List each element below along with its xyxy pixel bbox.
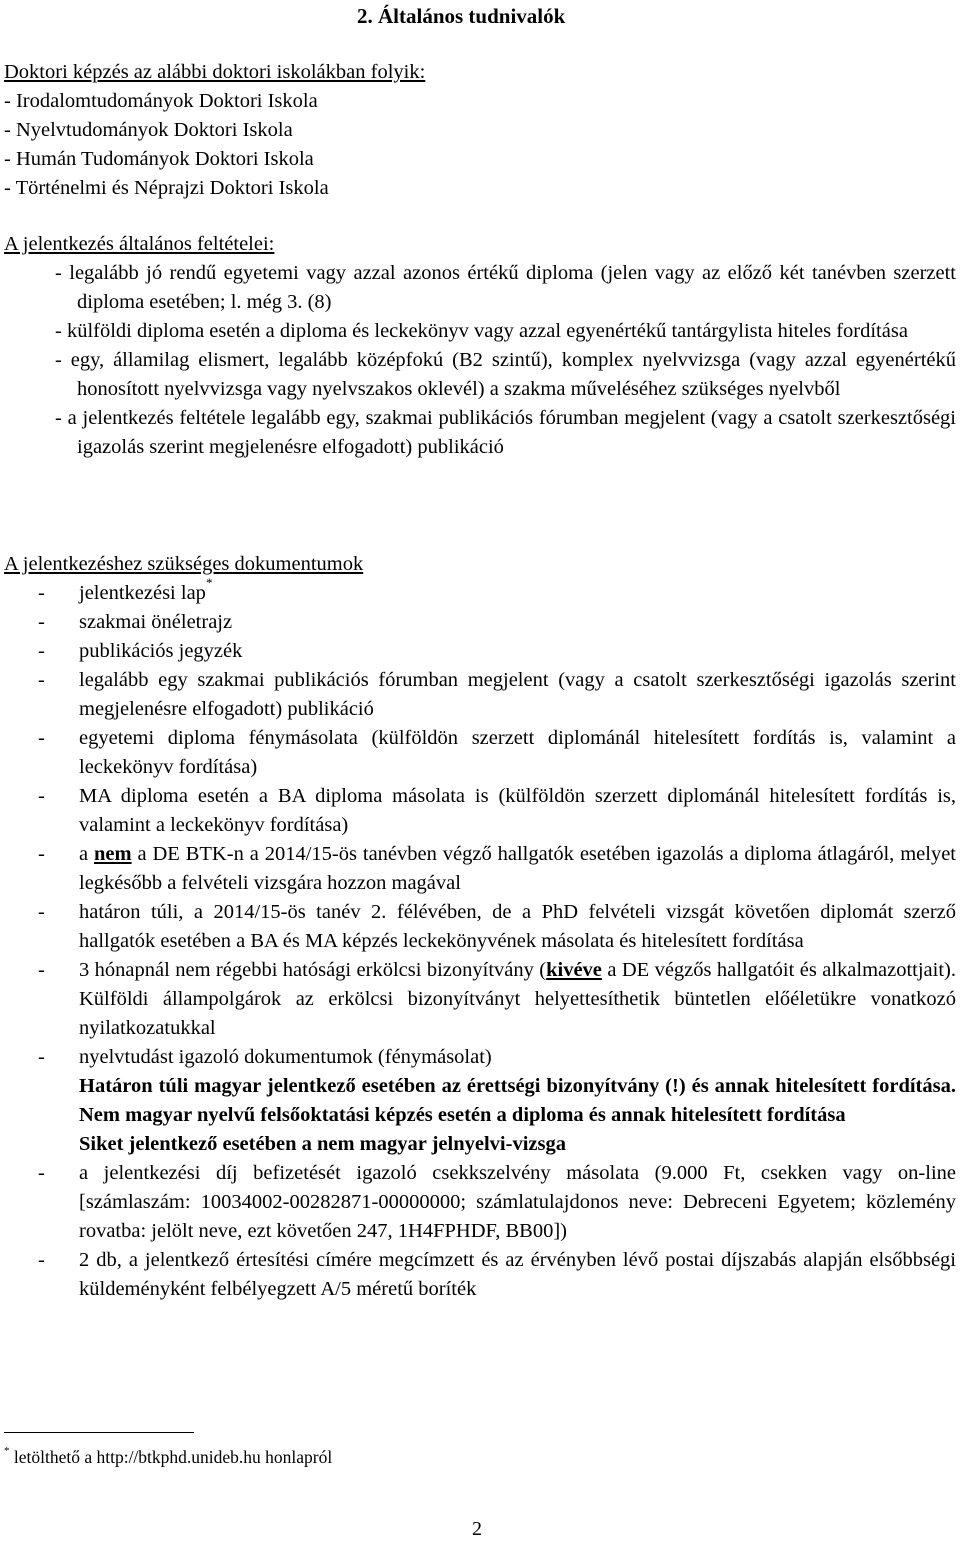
- document-item: [4, 782, 956, 840]
- school-item: - Irodalomtudományok Doktori Iskola: [4, 90, 318, 112]
- conditions-section: [4, 230, 956, 462]
- document-text: 3 hónapnál nem régebbi hatósági erkölcsi bizonyítvány (: [79, 959, 547, 981]
- footnote-mark: *: [205, 575, 213, 591]
- document-item: [4, 898, 956, 956]
- document-text: a: [79, 843, 95, 865]
- document-item: [4, 1043, 956, 1072]
- document-text: a jelentkezési díj befizetését igazoló csekkszelvény másolata (9.000 Ft, csekken vagy on-line [számlaszám: 10034002-00282871-00000000; számlatulajdonos neve: Debreceni Egyetem; közlemény rovatba: jelölt neve, ezt követően 247, 1H4FPHDF, BB00]): [79, 1162, 956, 1242]
- condition-item: - egy, államilag elismert, legalább középfokú (B2 szintű), komplex nyelvvizsga (vagy azzal egyenértékű honosított nyelvvizsga vagy nyelvszakos oklevél) a szakma műveléséhez szükséges nyelvből: [55, 349, 956, 400]
- footnote-divider: [4, 1432, 194, 1433]
- document-text: a DE végzős hallgatóit és alkalmazottjait). Külföldi állampolgárok az erkölcsi bizonyítványt helyettesíthetik büntetlen előéletükre vonatkozó nyilatkozatukkal: [79, 959, 956, 1039]
- dash: -: [38, 1249, 45, 1271]
- document-text: egyetemi diploma fénymásolata (külföldön szerzett diplománál hitelesített fordítás is, valamint a leckekönyv fordítása): [79, 727, 956, 778]
- document-item: [4, 724, 956, 782]
- document-text: 2 db, a jelentkező értesítési címére megcímzett és az érvényben lévő postai díjszabás alapján elsőbbségi küldeményként felbélyegzett A/5 méretű boríték: [79, 1249, 956, 1300]
- document-text: legalább egy szakmai publikációs fórumban megjelent (vagy a csatolt szerkesztőségi igazolás szerint megjelenésre elfogadott) publikáció: [79, 669, 956, 720]
- footnote-mark: *: [4, 1445, 10, 1458]
- document-item: [4, 575, 956, 608]
- school-item: - Humán Tudományok Doktori Iskola: [4, 148, 314, 170]
- document-item: [4, 1246, 956, 1304]
- document-text: jelentkezési lap: [79, 582, 206, 604]
- dash: -: [38, 1046, 45, 1068]
- document-text: MA diploma esetén a BA diploma másolata is (külföldön szerzett diplománál hitelesített fordítás is, valamint a leckekönyv fordítása): [79, 785, 956, 836]
- dash: -: [38, 669, 45, 691]
- documents-section: [4, 550, 956, 1304]
- document-text: szakmai önéletrajz: [79, 611, 233, 633]
- dash: -: [38, 843, 45, 865]
- document-text: nyelvtudást igazoló dokumentumok (fénymásolat): [79, 1046, 492, 1068]
- doctoral-schools-section: [4, 58, 956, 203]
- document-text: határon túli, a 2014/15-ös tanév 2. félévében, de a PhD felvételi vizsgát követően diplomát szerző hallgatók esetében a BA és MA képzés leckekönyvének másolata és hitelesített fordítása: [79, 901, 956, 952]
- document-text: publikációs jegyzék: [79, 640, 243, 662]
- dash: -: [38, 785, 45, 807]
- dash: -: [38, 640, 45, 662]
- page-number: 2: [472, 1518, 482, 1540]
- footnote-text: letölthető a http://btkphd.unideb.hu honlapról: [9, 1447, 333, 1467]
- document-item: [4, 666, 956, 724]
- document-item: [4, 608, 956, 637]
- bold-note: Határon túli magyar jelentkező esetében az érettségi bizonyítvány (!) és annak hitelesített fordítása. Nem magyar nyelvű felsőoktatási képzés esetén a diploma és annak hitelesített fordítása: [79, 1075, 956, 1126]
- school-item: - Nyelvtudományok Doktori Iskola: [4, 119, 293, 141]
- condition-item: - a jelentkezés feltétele legalább egy, szakmai publikációs fórumban megjelent (vagy a csatolt szerkesztőségi igazolás szerint megjelenésre elfogadott) publikáció: [55, 407, 956, 458]
- dash: -: [38, 901, 45, 923]
- emphasis-kiveve: kivéve: [546, 959, 602, 981]
- documents-heading: A jelentkezéshez szükséges dokumentumok: [4, 553, 364, 575]
- condition-item: - külföldi diploma esetén a diploma és leckekönyv vagy azzal egyenértékű tantárgylista hiteles fordítása: [55, 320, 908, 342]
- document-text: a DE BTK-n a 2014/15-ös tanévben végző hallgatók esetében igazolás a diploma átlagáról, melyet legkésőbb a felvételi vizsgára hozzon magával: [79, 843, 956, 894]
- document-item: [4, 637, 956, 666]
- dash: -: [38, 1162, 45, 1184]
- dash: -: [38, 959, 45, 981]
- emphasis-nem: nem: [94, 843, 132, 865]
- document-item: [4, 1159, 956, 1246]
- school-item: - Történelmi és Néprajzi Doktori Iskola: [4, 177, 329, 199]
- footnote: [4, 1445, 332, 1469]
- conditions-heading: A jelentkezés általános feltételei:: [4, 233, 275, 255]
- page-title: 2. Általános tudnivalók: [357, 4, 566, 28]
- document-item: [4, 840, 956, 898]
- dash: -: [38, 611, 45, 633]
- dash: -: [38, 582, 45, 604]
- document-item: [4, 956, 956, 1043]
- schools-heading: Doktori képzés az alábbi doktori iskolákban folyik:: [4, 61, 426, 83]
- condition-item: - legalább jó rendű egyetemi vagy azzal azonos értékű diploma (jelen vagy az előző két tanévben szerzett diploma esetében; l. még 3. (8): [55, 262, 956, 313]
- dash: -: [38, 727, 45, 749]
- bold-note: Siket jelentkező esetében a nem magyar jelnyelvi-vizsga: [79, 1133, 566, 1155]
